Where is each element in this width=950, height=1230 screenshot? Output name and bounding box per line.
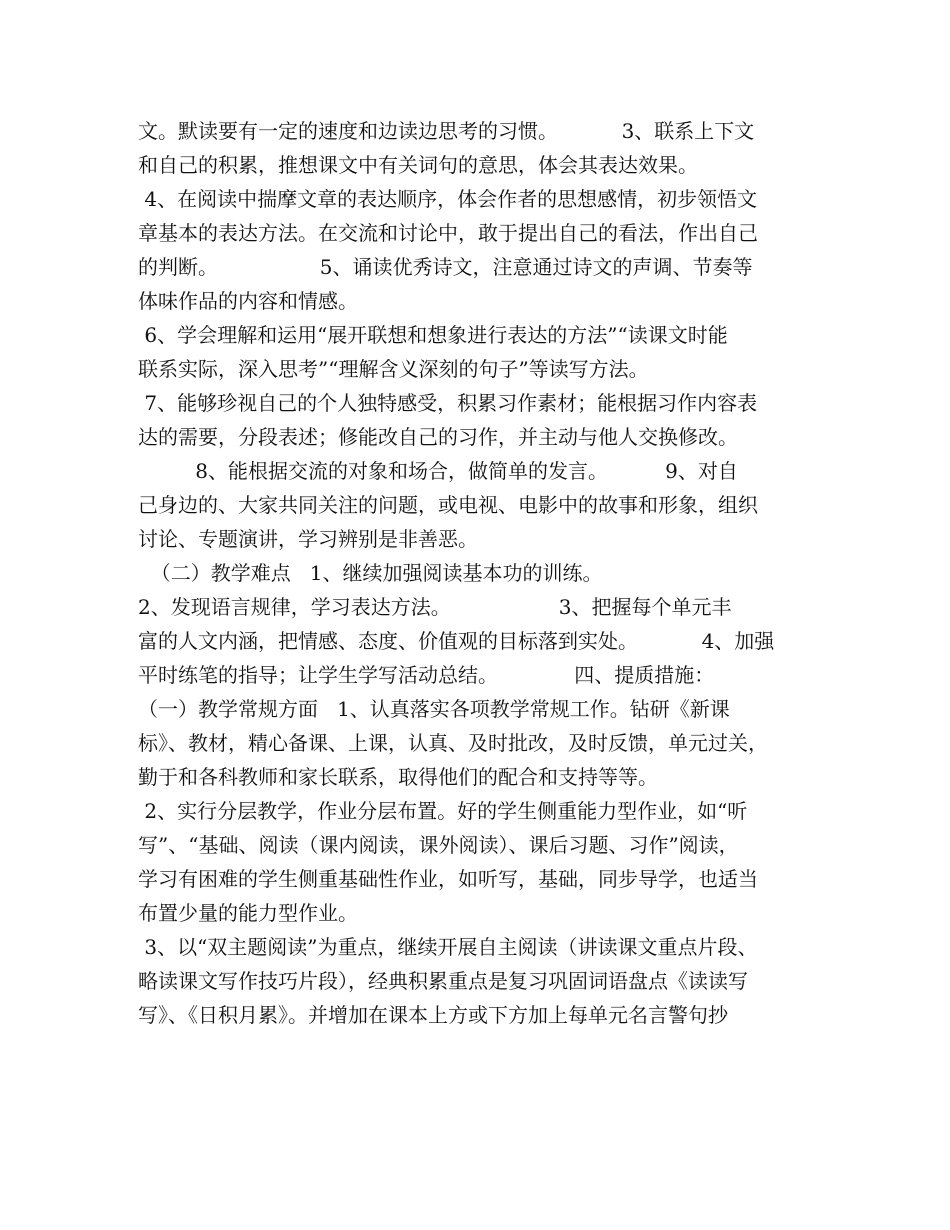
text-line: 勤于和各科教师和家长联系，取得他们的配合和支持等等。 — [138, 765, 658, 789]
text-line: 和自己的积累，推想课文中有关词句的意思，体会其表达效果。 — [138, 153, 698, 177]
text-line: 2、实行分层教学，作业分层布置。好的学生侧重能力型作业，如“听 — [138, 799, 748, 823]
text-line: 文。默读要有一定的速度和边读边思考的习惯。 3、联系上下文 — [138, 119, 755, 143]
text-line: 4、在阅读中揣摩文章的表达顺序，体会作者的思想感情，初步领悟文 — [138, 187, 758, 211]
text-line: 略读课文写作技巧片段），经典积累重点是复习巩固词语盘点《读读写 — [138, 969, 748, 993]
text-line: 写”、“基础、阅读（课内阅读，课外阅读）、课后习题、习作”阅读， — [138, 833, 739, 857]
text-line: 体味作品的内容和情感。 — [138, 289, 358, 313]
text-line: （二）教学难点 1、继续加强阅读基本功的训练。 — [138, 561, 603, 585]
text-line: 布置少量的能力型作业。 — [138, 901, 358, 925]
text-line: 讨论、专题演讲，学习辨别是非善恶。 — [138, 527, 478, 551]
text-line: 写》、《日积月累》。并增加在课本上方或下方加上每单元名言警句抄 — [138, 1003, 728, 1027]
text-line: 平时练笔的指导；让学生学写活动总结。 四、提质措施： — [138, 663, 715, 687]
text-line: 达的需要，分段表述；修能改自己的习作，并主动与他人交换修改。 — [138, 425, 738, 449]
text-line: 学习有困难的学生侧重基础性作业，如听写，基础，同步导学，也适当 — [138, 867, 758, 891]
text-line: 的判断。 5、诵读优秀诗文，注意通过诗文的声调、节奏等 — [138, 255, 753, 279]
text-line: （一）教学常规方面 1、认真落实各项教学常规工作。钻研《新课 — [138, 697, 730, 721]
text-line: 3、以“双主题阅读”为重点，继续开展自主阅读（讲读课文重点片段、 — [138, 935, 758, 959]
text-line: 标》、教材，精心备课、上课，认真、及时批改，及时反馈，单元过关， — [138, 731, 768, 755]
text-line: 联系实际，深入思考”“理解含义深刻的句子”等读写方法。 — [138, 357, 649, 381]
text-line: 7、能够珍视自己的个人独特感受，积累习作素材；能根据习作内容表 — [138, 391, 758, 415]
text-line: 章基本的表达方法。在交流和讨论中，敢于提出自己的看法，作出自己 — [138, 221, 758, 245]
text-line: 2、发现语言规律，学习表达方法。 3、把握每个单元丰 — [138, 595, 732, 619]
text-line: 己身边的、大家共同关注的问题，或电视、电影中的故事和形象，组织 — [138, 493, 758, 517]
text-line: 富的人文内涵，把情感、态度、价值观的目标落到实处。 4、加强 — [138, 629, 775, 653]
text-line: 8、能根据交流的对象和场合，做简单的发言。 9、对自 — [138, 459, 738, 483]
text-line: 6、学会理解和运用“展开联想和想象进行表达的方法”“读课文时能 — [138, 323, 728, 347]
